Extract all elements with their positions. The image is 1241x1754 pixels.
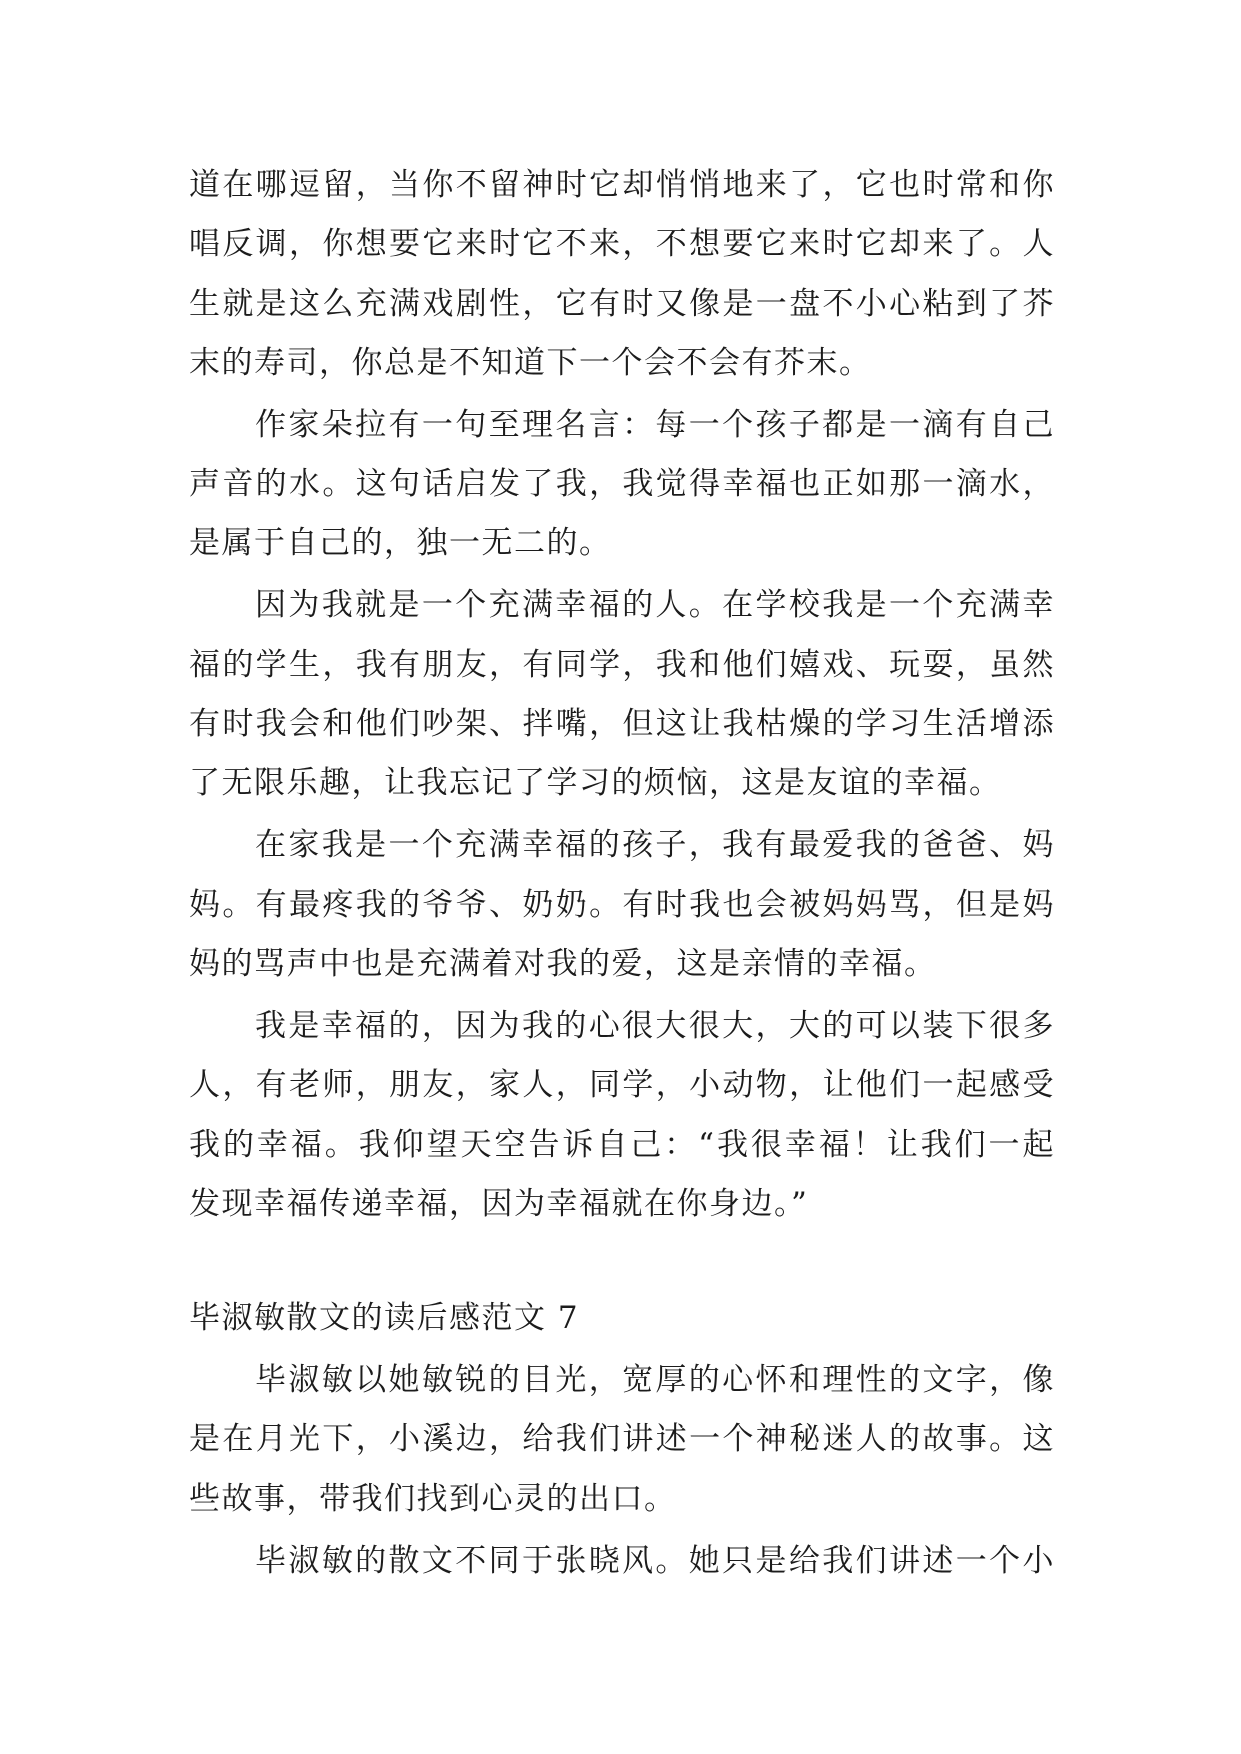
text-line: 唱反调，你想要它来时它不来，不想要它来时它却来了。人 [189,226,1055,263]
paragraph [189,1351,1055,1529]
text-line: 是在月光下，小溪边，给我们讲述一个神秘迷人的故事。这 [189,1421,1055,1458]
text-line: 我是幸福的，因为我的心很大很大，大的可以装下很多 [255,1007,1055,1044]
paragraph [189,396,1055,574]
text-line: 些故事，带我们找到心灵的出口。 [189,1480,677,1517]
text-line: 福的学生，我有朋友，有同学，我和他们嬉戏、玩耍，虽然 [189,646,1055,683]
text-line: 道在哪逗留，当你不留神时它却悄悄地来了，它也时常和你 [189,167,1055,203]
text-line: 我的幸福。我仰望天空告诉自己：“我很幸福！让我们一起 [189,1126,1055,1163]
document-page [189,156,1055,1591]
text-line: 妈。有最疼我的爷爷、奶奶。有时我也会被妈妈骂，但是妈 [189,886,1055,923]
paragraph [189,576,1055,813]
text-line: 声音的水。这句话启发了我，我觉得幸福也正如那一滴水， [189,466,1055,503]
text-line: 在家我是一个充满幸福的孩子，我有最爱我的爸爸、妈 [255,827,1055,864]
text-line: 有时我会和他们吵架、拌嘴，但这让我枯燥的学习生活增添 [189,706,1055,743]
text-line: 作家朵拉有一句至理名言：每一个孩子都是一滴有自己 [255,406,1055,443]
text-line: 生就是这么充满戏剧性，它有时又像是一盘不小心粘到了芥 [189,285,1055,322]
text-line: 发现幸福传递幸福，因为幸福就在你身边。” [189,1185,809,1222]
text-line: 是属于自己的，独一无二的。 [189,525,612,562]
section-heading: 毕淑敏散文的读后感范文 7 [189,1300,580,1337]
text-line: 毕淑敏的散文不同于张晓风。她只是给我们讲述一个小 [255,1542,1055,1579]
paragraph [189,997,1055,1234]
text-line: 妈的骂声中也是充满着对我的爱，这是亲情的幸福。 [189,945,937,982]
paragraph [189,1532,1055,1591]
text-line: 末的寿司，你总是不知道下一个会不会有芥末。 [189,344,872,381]
text-line: 毕淑敏以她敏锐的目光，宽厚的心怀和理性的文字，像 [255,1362,1055,1399]
paragraph [189,816,1055,994]
paragraph [189,156,1055,393]
text-line: 人，有老师，朋友，家人，同学，小动物，让他们一起感受 [189,1067,1055,1104]
text-line: 了无限乐趣，让我忘记了学习的烦恼，这是友谊的幸福。 [189,765,1002,802]
text-line: 因为我就是一个充满幸福的人。在学校我是一个充满幸 [255,587,1055,624]
